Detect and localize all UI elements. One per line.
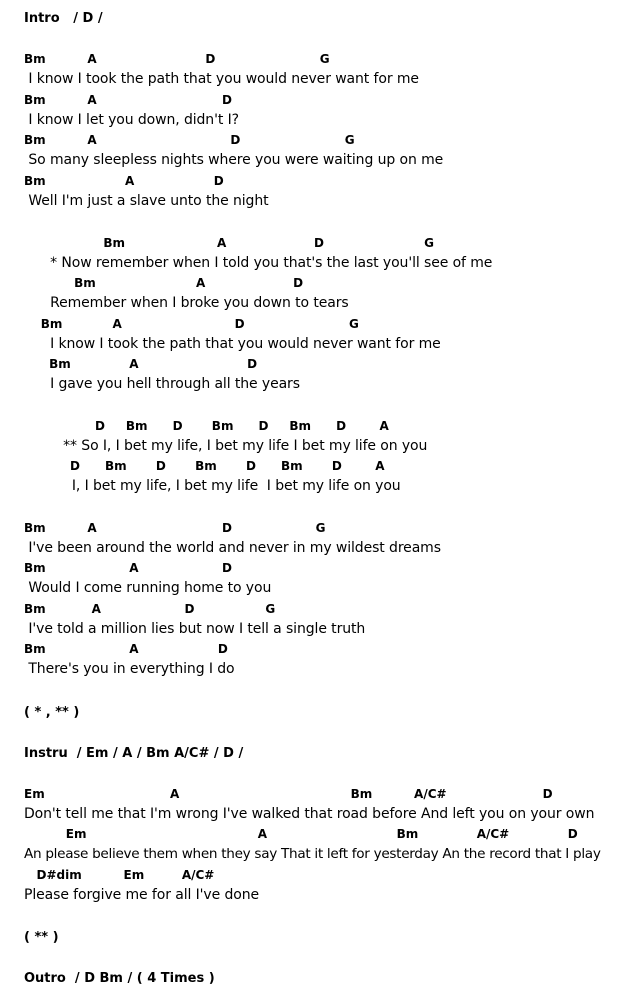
lyric-line: I've been around the world and never in my wildest dreams: [24, 540, 441, 556]
lyric-line: ** So I, I bet my life, I bet my life I bet my life on you: [24, 438, 428, 454]
lyric-line: Remember when I broke you down to tears: [24, 295, 349, 311]
chord-line: Em A Bm A/C# D: [24, 787, 553, 801]
lyric-line: There's you in everything I do: [24, 661, 235, 677]
chord-line: Bm A D G: [24, 236, 435, 250]
chord-line: Bm A D: [24, 561, 233, 575]
chord-line: D Bm D Bm D Bm D A: [24, 459, 385, 473]
chord-line: D#dim Em A/C#: [24, 868, 215, 882]
chord-line: Bm A D G: [24, 521, 326, 535]
chord-line: Bm A D G: [24, 133, 355, 147]
lyric-line: * Now remember when I told you that's the last you'll see of me: [24, 255, 493, 271]
chord-line: Bm A D: [24, 357, 258, 371]
lyric-line: So many sleepless nights where you were waiting up on me: [24, 152, 444, 168]
repeat-marker: ( ** ): [24, 930, 59, 945]
lyric-line: Don't tell me that I'm wrong I've walked that road before And left you on your own: [24, 806, 595, 822]
chord-line: Bm A D: [24, 174, 224, 188]
outro-label: Outro / D Bm / ( 4 Times ): [24, 971, 215, 986]
lyric-line: I know I took the path that you would never want for me: [24, 71, 419, 87]
repeat-marker: ( * , ** ): [24, 705, 80, 720]
lyric-line: I know I took the path that you would never want for me: [24, 336, 441, 352]
intro-label: Intro / D /: [24, 11, 103, 26]
lyric-line: Well I'm just a slave unto the night: [24, 193, 269, 209]
chord-line: Em A Bm A/C# D: [24, 827, 578, 841]
chord-line: D Bm D Bm D Bm D A: [24, 419, 389, 433]
lyric-line: I gave you hell through all the years: [24, 376, 300, 392]
chord-line: Bm A D G: [24, 602, 276, 616]
lyric-line: I, I bet my life, I bet my life I bet my life on you: [24, 478, 401, 494]
chord-line: Bm A D G: [24, 52, 330, 66]
lyric-line: Would I come running home to you: [24, 580, 272, 596]
lyric-line: I've told a million lies but now I tell a single truth: [24, 621, 366, 637]
lyric-line: Please forgive me for all I've done: [24, 887, 259, 903]
lyric-line: An please believe them when they say That it left for yesterday An the record that I play: [24, 846, 601, 862]
chord-line: Bm A D: [24, 93, 233, 107]
lyric-line: I know I let you down, didn't I?: [24, 112, 239, 128]
chord-line: Bm A D: [24, 276, 304, 290]
chord-line: Bm A D G: [24, 317, 359, 331]
instrumental-label: Instru / Em / A / Bm A/C# / D /: [24, 746, 244, 761]
chord-line: Bm A D: [24, 642, 228, 656]
